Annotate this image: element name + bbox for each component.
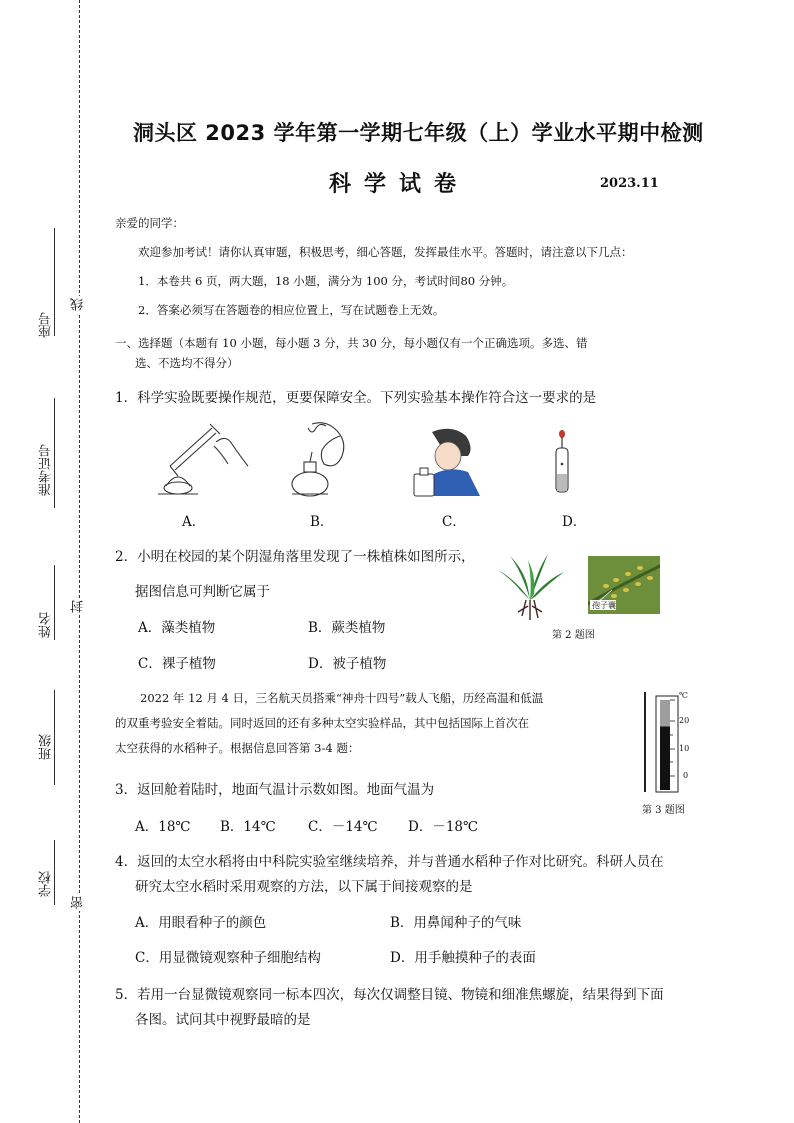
q1-text: 1．科学实验既要操作规范，更要保障安全。下列实验基本操作符合这一要求的是 [115,390,597,406]
school-label: 学校 [39,871,54,897]
q4-option-d: D．用手触摸种子的表面 [390,950,536,966]
exam-id-blank [54,398,55,508]
q4-option-b: B．用鼻闻种子的气味 [390,915,522,931]
q3-option-c: C．－14℃ [308,819,378,835]
q4-text-line2: 研究太空水稻时采用观察的方法，以下属于间接观察的是 [135,879,473,895]
note-1: 1．本卷共 6 页，两大题，18 小题，满分为 100 分，考试时间80 分钟。 [138,274,514,288]
q2-figure-caption: 第 2 题图 [552,630,595,641]
q2-option-d: D．被子植物 [308,656,387,672]
q1-figure-d [552,428,576,494]
fern-plant-image [496,550,566,622]
seal-mark-secret: 密 [71,896,86,909]
exam-date: 2023.11 [600,176,659,191]
name-label: 姓名 [39,612,54,638]
seat-number-blank [54,228,55,336]
q4-option-a: A．用眼看种子的颜色 [135,915,267,931]
q3-figure-caption: 第 3 题图 [642,805,685,816]
q5-text-line1: 5．若用一台显微镜观察同一标本四次，每次仅调整目镜、物镜和细准焦螺旋，结果得到下面 [115,987,664,1003]
passage-line2: 的双重考验安全着陆。同时返回的还有多种太空实验样品，其中包括国际上首次在 [115,716,529,730]
name-blank [54,565,55,640]
q5-text-line2: 各图。试问其中视野最暗的是 [135,1012,311,1028]
q4-text-line1: 4．返回的太空水稻将由中科院实验室继续培养，并与普通水稻种子作对比研究。科研人员在 [115,854,664,870]
thermometer-tick-10: 10 [679,744,690,753]
thermometer-tick-0: 0 [683,771,689,780]
exam-title: 洞头区 2023 学年第一学期七年级（上）学业水平期中检测 [133,121,704,145]
exam-subtitle: 科学试卷 [329,172,470,197]
thermometer-unit: ℃ [679,691,688,700]
thermometer-tick-20: 20 [679,716,690,725]
q1-option-d: D． [562,514,587,530]
q3-option-d: D．－18℃ [408,819,479,835]
binding-dashed-line [79,0,80,1123]
q1-option-c: C． [442,514,466,530]
seat-number-label: 座号 [39,312,54,338]
q3-text: 3．返回舱着陆时，地面气温计示数如图。地面气温为 [115,782,435,798]
q2-text-line1: 2．小明在校园的某个阴湿角落里发现了一株植株如图所示， [115,549,475,565]
sporangia-label: 孢子囊 [592,601,616,610]
q3-option-b: B．14℃ [220,819,276,835]
q1-option-b: B． [310,514,334,530]
exam-id-label: 准考证号 [39,444,54,496]
passage-line1: 2022 年 12 月 4 日，三名航天员搭乘“神舟十四号”载人飞船，历经高温和低温 [140,691,544,705]
q1-figure-a [150,420,250,500]
seal-mark-seal: 封 [71,600,86,613]
welcome-text: 欢迎参加考试！请你认真审题，积极思考，细心答题，发挥最佳水平。答题时，请注意以下几点： [138,245,633,259]
section-heading: 一、选择题（本题有 10 小题，每小题 3 分，共 30 分，每小题仅有一个正确选项。多选、错 [115,336,588,350]
q2-option-c: C．裸子植物 [138,656,216,672]
q4-option-c: C．用显微镜观察种子细胞结构 [135,950,321,966]
q1-option-a: A． [182,514,206,530]
q2-option-b: B．蕨类植物 [308,620,386,636]
note-2: 2．答案必须写在答题卷的相应位置上，写在试题卷上无效。 [138,303,445,317]
q2-text-line2: 据图信息可判断它属于 [135,584,270,600]
school-blank [54,840,55,905]
greeting: 亲爱的同学： [115,216,184,230]
class-blank [54,690,55,785]
seal-mark-line: 线 [71,298,86,311]
q1-figure-b [282,418,362,500]
q1-figure-c [412,426,488,498]
q3-option-a: A．18℃ [135,819,191,835]
section-heading-cont: 选、不选均不得分） [135,356,239,370]
class-label: 班级 [39,734,54,760]
passage-line3: 太空获得的水稻种子。根据信息回答第 3-4 题： [115,741,360,755]
q2-option-a: A．藻类植物 [138,620,216,636]
